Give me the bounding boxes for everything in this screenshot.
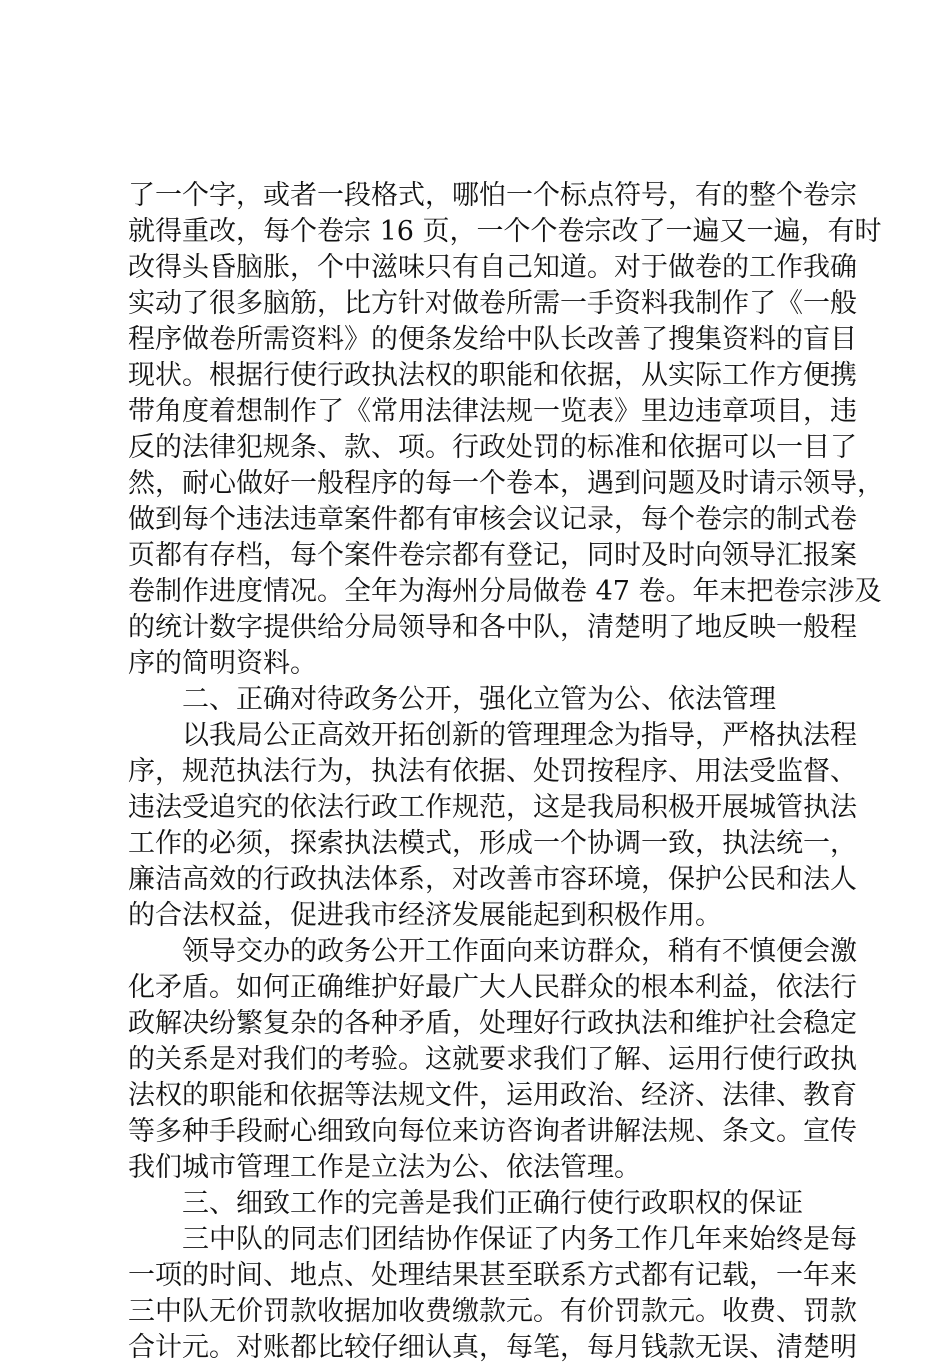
text-line: 页都有存档，每个案件卷宗都有登记，同时及时向领导汇报案 [128,540,857,571]
text-line: 以我局公正高效开拓创新的管理理念为指导，严格执法程 [182,720,857,751]
section-heading: 三、细致工作的完善是我们正确行使行政职权的保证 [182,1188,803,1219]
text-line: 实动了很多脑筋，比方针对做卷所需一手资料我制作了《一般 [128,288,857,319]
text-line: 政解决纷繁复杂的各种矛盾，处理好行政执法和维护社会稳定 [128,1008,857,1039]
text-line: 违法受追究的依法行政工作规范，这是我局积极开展城管执法 [128,792,857,823]
text-line: 序的简明资料。 [128,648,317,679]
text-line: 了一个字，或者一段格式，哪怕一个标点符号，有的整个卷宗 [128,180,857,211]
text-line: 三中队的同志们团结协作保证了内务工作几年来始终是每 [182,1224,857,1255]
text-line: 的统计数字提供给分局领导和各中队，清楚明了地反映一般程 [128,612,857,643]
text-line: 然，耐心做好一般程序的每一个卷本，遇到问题及时请示领导， [128,468,884,499]
text-line: 带角度着想制作了《常用法律法规一览表》里边违章项目，违 [128,396,857,427]
text-line: 工作的必须，探索执法模式，形成一个协调一致，执法统一， [128,828,857,859]
text-line: 改得头昏脑胀，个中滋味只有自己知道。对于做卷的工作我确 [128,252,857,283]
text-line: 化矛盾。如何正确维护好最广大人民群众的根本利益，依法行 [128,972,857,1003]
text-line: 的关系是对我们的考验。这就要求我们了解、运用行使行政执 [128,1044,857,1075]
text-line: 一项的时间、地点、处理结果甚至联系方式都有记载，一年来 [128,1260,857,1291]
text-line: 领导交办的政务公开工作面向来访群众，稍有不慎便会激 [182,936,857,967]
text-line: 程序做卷所需资料》的便条发给中队长改善了搜集资料的盲目 [128,324,857,355]
text-line: 卷制作进度情况。全年为海州分局做卷 47 卷。年末把卷宗涉及 [128,576,882,607]
text-line: 廉洁高效的行政执法体系，对改善市容环境，保护公民和法人 [128,864,857,895]
text-line: 我们城市管理工作是立法为公、依法管理。 [128,1152,641,1183]
text-line: 序，规范执法行为，执法有依据、处罚按程序、用法受监督、 [128,756,857,787]
text-line: 现状。根据行使行政执法权的职能和依据，从实际工作方便携 [128,360,857,391]
text-line: 三中队无价罚款收据加收费缴款元。有价罚款元。收费、罚款 [128,1296,857,1327]
text-line: 等多种手段耐心细致向每位来访咨询者讲解法规、条文。宣传 [128,1116,857,1147]
text-line: 就得重改，每个卷宗 16 页，一个个卷宗改了一遍又一遍，有时 [128,216,882,247]
text-line: 法权的职能和依据等法规文件，运用政治、经济、法律、教育 [128,1080,857,1111]
text-line: 做到每个违法违章案件都有审核会议记录，每个卷宗的制式卷 [128,504,857,535]
section-heading: 二、正确对待政务公开，强化立管为公、依法管理 [182,684,776,715]
text-line: 反的法律犯规条、款、项。行政处罚的标准和依据可以一目了 [128,432,857,463]
text-line: 的合法权益，促进我市经济发展能起到积极作用。 [128,900,722,931]
text-line: 合计元。对账都比较仔细认真，每笔，每月钱款无误、清楚明 [128,1332,857,1363]
